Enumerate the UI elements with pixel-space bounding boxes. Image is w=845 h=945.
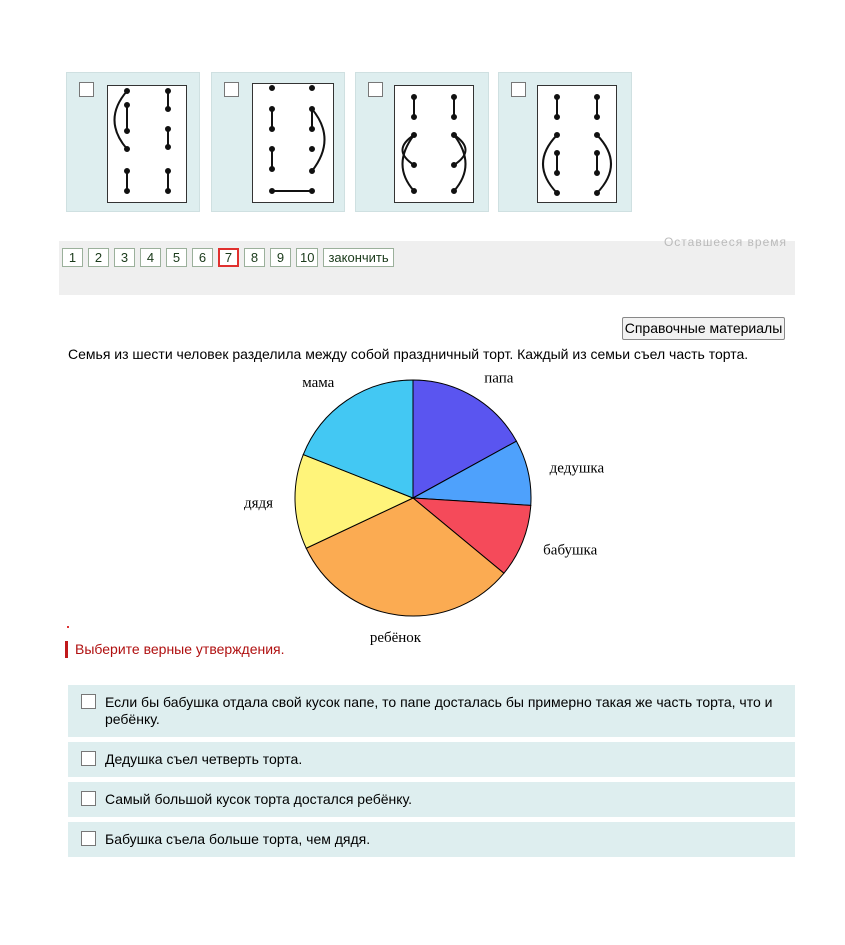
question-text: Семья из шести человек разделила между собой праздничный торт. Каждый из семьи съел часть торта.: [68, 346, 749, 362]
page-button-3[interactable]: 3: [114, 248, 135, 267]
option-card-4[interactable]: [498, 72, 632, 212]
pie-label-2: дедушка: [549, 460, 605, 477]
reference-materials-button[interactable]: Справочные материалы: [622, 317, 785, 340]
answer-text: Если бы бабушка отдала свой кусок папе, то папе досталась бы примерно такая же часть торта, что и ребёнку.: [105, 694, 773, 727]
answer-checkbox-4[interactable]: [81, 831, 96, 846]
page-button-10[interactable]: 10: [296, 248, 318, 267]
page-button-8[interactable]: 8: [244, 248, 265, 267]
page-button-6[interactable]: 6: [192, 248, 213, 267]
page-button-1[interactable]: 1: [62, 248, 83, 267]
red-dot: [67, 626, 69, 628]
answer-checkbox-3[interactable]: [81, 791, 96, 806]
page-button-5[interactable]: 5: [166, 248, 187, 267]
graph-diagram-4: [499, 73, 633, 213]
page-button-4[interactable]: 4: [140, 248, 161, 267]
graph-diagram-2: [212, 73, 346, 213]
pie-label-4: ребёнок: [369, 629, 422, 646]
pie-label-3: бабушка: [543, 542, 598, 559]
page-button-7[interactable]: 7: [218, 248, 239, 267]
finish-button[interactable]: закончить: [323, 248, 393, 267]
answer-option-3[interactable]: [68, 782, 795, 818]
question-navigation-bar: [59, 235, 795, 295]
answer-option-4[interactable]: [68, 822, 795, 858]
answer-text: Дедушка съел четверть торта.: [105, 751, 303, 767]
option-card-3[interactable]: [355, 72, 489, 212]
answer-option-2[interactable]: [68, 742, 795, 778]
pie-chart: [240, 360, 620, 646]
answer-list: [68, 685, 795, 862]
answer-text: Бабушка съела больше торта, чем дядя.: [105, 831, 371, 847]
answer-checkbox-1[interactable]: [81, 694, 96, 709]
graph-diagram-1: [67, 73, 201, 213]
option-card-1[interactable]: [66, 72, 200, 212]
option-card-2[interactable]: [211, 72, 345, 212]
answer-text: Самый большой кусок торта достался ребёнку.: [105, 791, 413, 807]
instruction-text: Выберите верные утверждения.: [65, 641, 285, 658]
time-remaining-label: Оставшееся время: [663, 235, 787, 249]
answer-checkbox-2[interactable]: [81, 751, 96, 766]
page-button-2[interactable]: 2: [88, 248, 109, 267]
page-buttons: [62, 248, 394, 267]
pie-label-1: папа: [484, 370, 514, 387]
graph-diagram-3: [356, 73, 490, 213]
answer-option-1[interactable]: [68, 685, 795, 738]
pie-label-5: дядя: [244, 495, 274, 512]
pie-label-6: мама: [302, 375, 335, 392]
page-button-9[interactable]: 9: [270, 248, 291, 267]
